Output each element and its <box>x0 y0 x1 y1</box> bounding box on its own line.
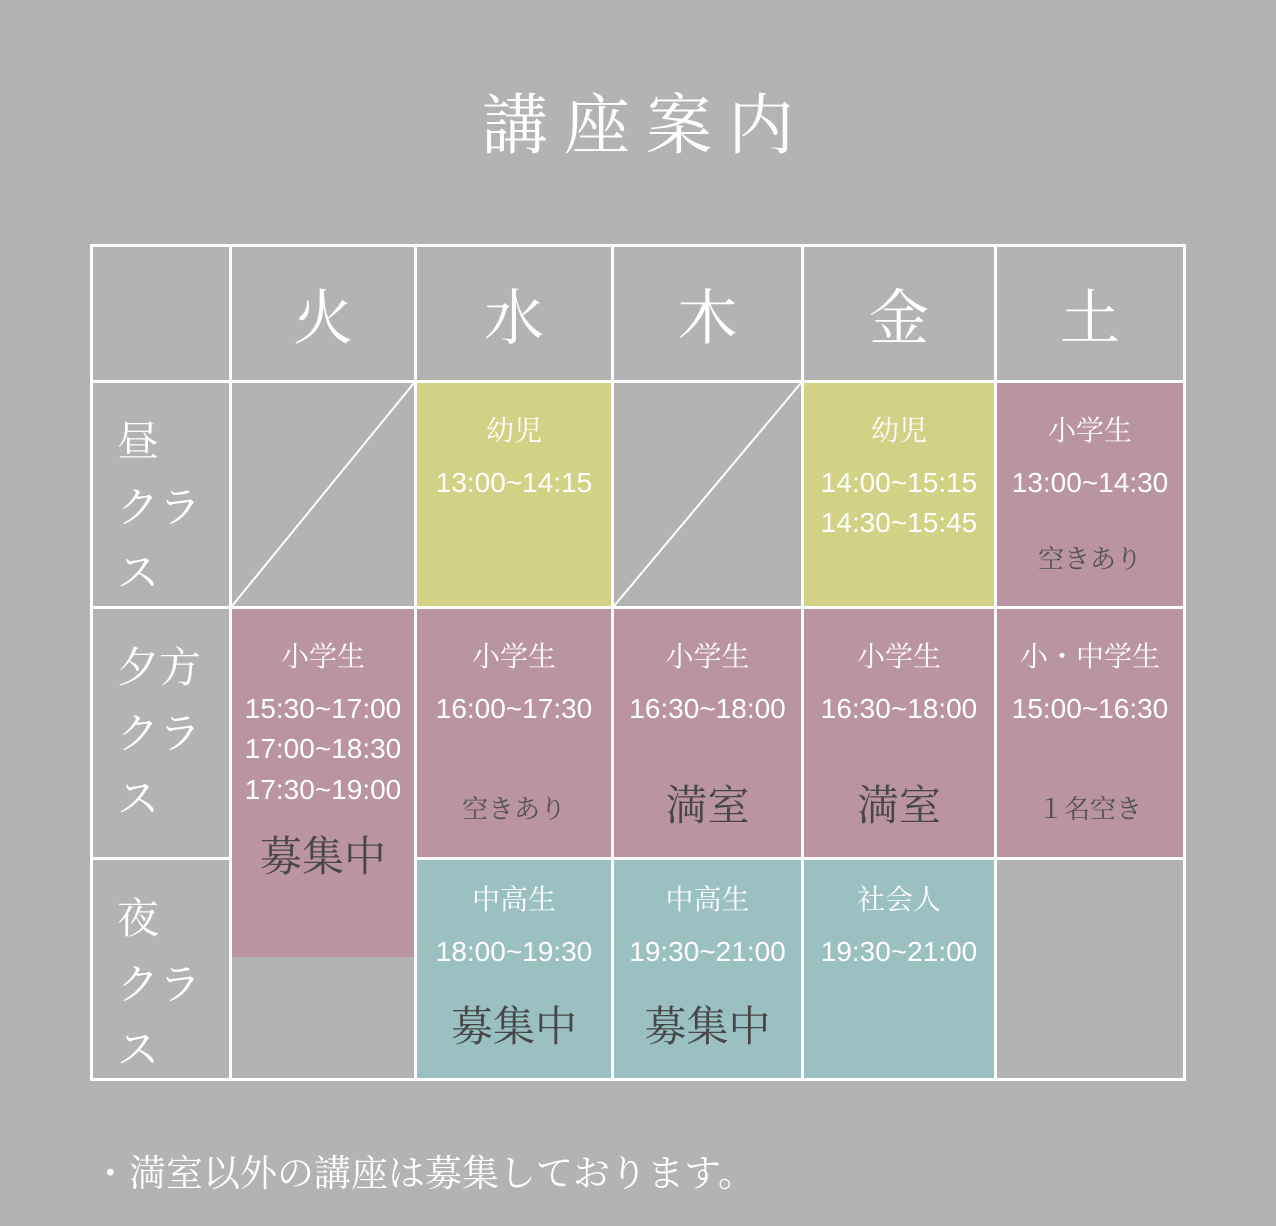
row-label-evening <box>93 609 229 857</box>
class-audience: 中高生 <box>665 884 750 915</box>
class-time: 17:30~19:00 <box>244 773 402 805</box>
cell-daytime-thu-empty <box>614 383 801 606</box>
cell-evening-tue-block <box>232 609 414 957</box>
cell-evening-fri <box>804 609 994 857</box>
cell-daytime-fri <box>804 383 994 606</box>
corner-cell <box>93 247 229 380</box>
class-time: 13:00~14:15 <box>435 467 593 498</box>
row-label-daytime-line1: 昼 <box>117 418 160 465</box>
diagonal-slash-icon <box>614 383 801 606</box>
cell-daytime-wed <box>417 383 611 606</box>
day-header-fri: 金 <box>804 247 994 380</box>
day-header-tue: 火 <box>232 247 414 380</box>
row-label-night <box>93 860 229 1078</box>
class-audience: 小学生 <box>280 641 365 672</box>
row-label-daytime-line2: クラス <box>117 483 202 597</box>
class-audience: 中高生 <box>471 884 556 915</box>
class-time: 15:00~16:30 <box>1011 693 1169 724</box>
row-label-evening-line1: 夕方 <box>117 644 202 691</box>
row-label-night-line1: 夜 <box>117 895 160 942</box>
class-time: 19:30~21:00 <box>820 936 978 967</box>
cell-daytime-tue-empty <box>232 383 414 606</box>
class-time: 15:30~17:00 <box>244 693 402 724</box>
availability-status: 空きあり <box>1037 544 1142 575</box>
cell-evening-thu <box>614 609 801 857</box>
availability-status: 募集中 <box>259 832 386 880</box>
row-label-daytime <box>93 383 229 606</box>
row-label-night-line2: クラス <box>117 960 202 1074</box>
cell-evening-wed <box>417 609 611 857</box>
cell-evening-tue <box>232 609 414 1078</box>
schedule-table <box>90 244 1186 1081</box>
class-audience: 小学生 <box>856 641 941 672</box>
class-audience: 幼児 <box>870 415 927 446</box>
availability-status: 満室 <box>665 782 750 830</box>
day-header-thu: 木 <box>614 247 801 380</box>
day-header-sat: 土 <box>997 247 1183 380</box>
availability-status: 募集中 <box>644 1003 771 1051</box>
cell-night-sat-empty <box>997 860 1183 1078</box>
class-time: 14:30~15:45 <box>820 507 978 539</box>
page-title: 講座案内 <box>482 88 810 162</box>
availability-status: 募集中 <box>450 1003 577 1051</box>
class-audience: 社会人 <box>856 884 941 915</box>
class-time: 19:30~21:00 <box>629 936 786 967</box>
cell-night-wed <box>417 860 611 1078</box>
cell-night-thu <box>614 860 801 1078</box>
day-header-wed: 水 <box>417 247 611 380</box>
class-time: 16:00~17:30 <box>435 693 593 724</box>
class-time: 16:30~18:00 <box>820 693 978 724</box>
availability-status: 空きあり <box>461 794 566 825</box>
class-time: 14:00~15:15 <box>820 467 978 498</box>
cell-night-fri <box>804 860 994 1078</box>
diagonal-slash-icon <box>232 383 414 606</box>
class-time: 13:00~14:30 <box>1011 467 1169 498</box>
footnote: ・満室以外の講座は募集しております。 <box>92 1153 756 1194</box>
class-audience: 小学生 <box>1047 415 1132 446</box>
cell-daytime-sat <box>997 383 1183 606</box>
row-label-evening-line2: クラス <box>117 709 202 823</box>
availability-status: １名空き <box>1037 794 1142 825</box>
cell-evening-sat <box>997 609 1183 857</box>
availability-status: 満室 <box>856 782 941 830</box>
class-audience: 小学生 <box>665 641 750 672</box>
class-audience: 小・中学生 <box>1019 641 1160 672</box>
class-audience: 小学生 <box>471 641 556 672</box>
class-time: 16:30~18:00 <box>629 693 786 724</box>
class-audience: 幼児 <box>485 415 542 446</box>
class-time: 17:00~18:30 <box>244 733 402 765</box>
class-time: 18:00~19:30 <box>435 936 593 967</box>
